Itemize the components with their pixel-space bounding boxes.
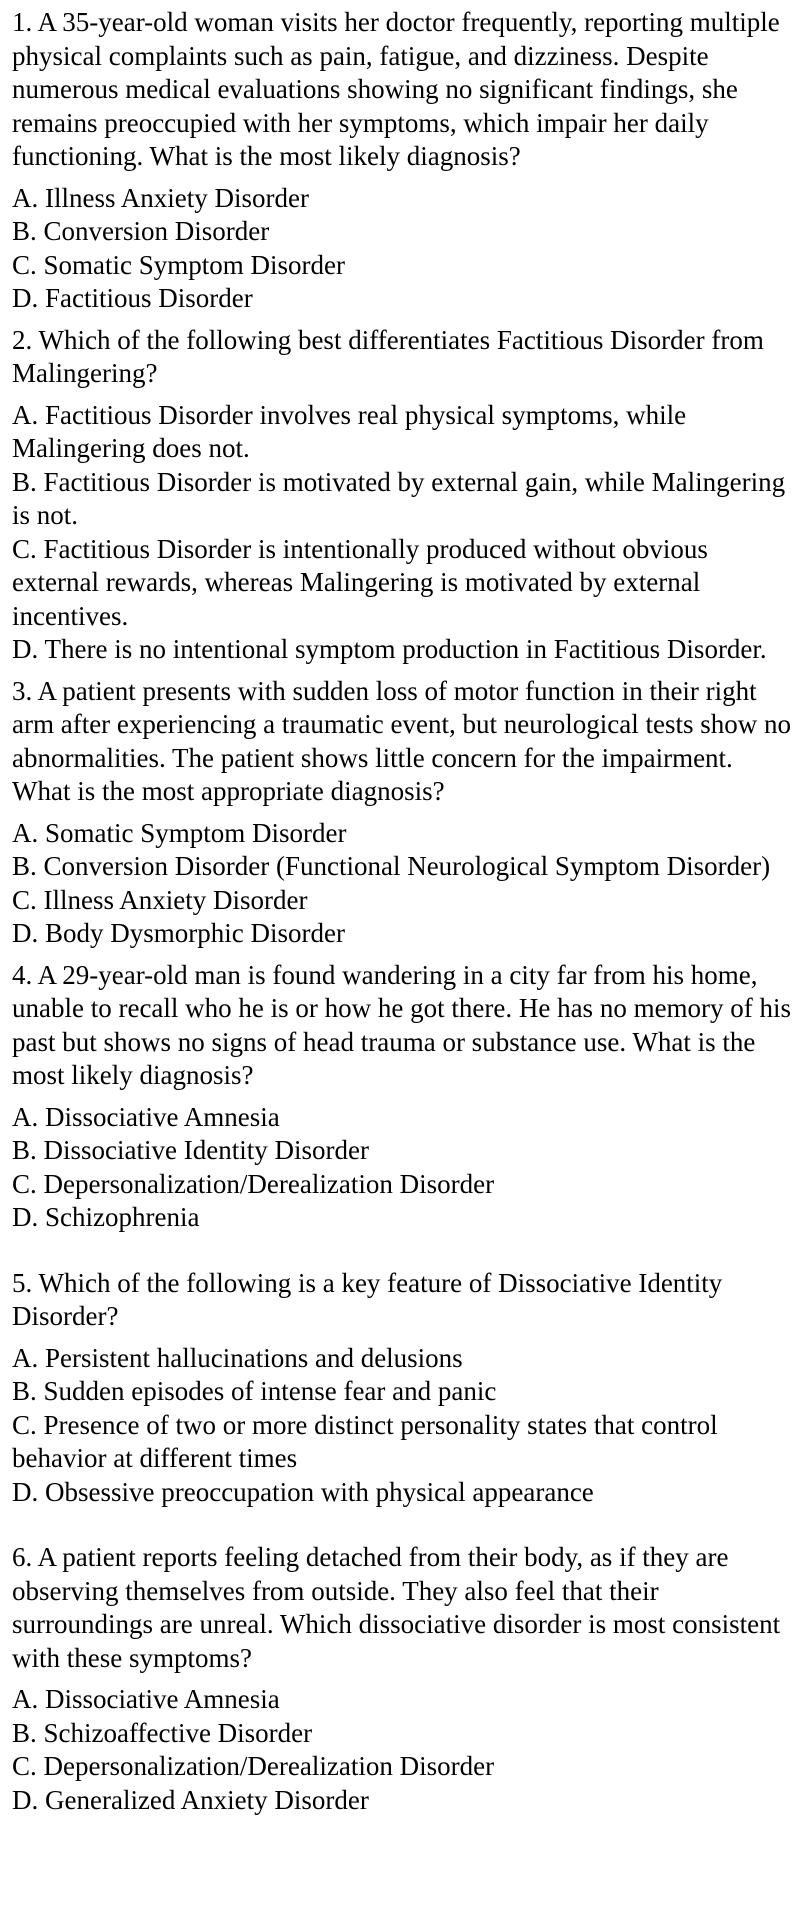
- option-d: D. Generalized Anxiety Disorder: [12, 1784, 369, 1815]
- option-c: C. Illness Anxiety Disorder: [12, 884, 308, 915]
- option-c: C. Somatic Symptom Disorder: [12, 249, 345, 280]
- option-d: D. Obsessive preoccupation with physical appearance: [12, 1476, 594, 1507]
- option-a: A. Dissociative Amnesia: [12, 1684, 280, 1714]
- option-c: C. Depersonalization/Derealization Disorder: [12, 1168, 495, 1199]
- option-b: B. Schizoaffective Disorder: [12, 1717, 313, 1748]
- option-a: A. Somatic Symptom Disorder: [12, 817, 347, 848]
- option-a: A. Persistent hallucinations and delusions: [12, 1342, 463, 1373]
- quiz-document: [12, 6, 792, 1825]
- question-5: [12, 1267, 792, 1510]
- option-b: B. Dissociative Identity Disorder: [12, 1135, 369, 1165]
- question-stem: 1. A 35-year-old woman visits her doctor frequently, reporting multiple physical complaints such as pain, fatigue, and dizziness. Despite numerous medical evaluations showing no significant findings, she remains preoccupied with her symptoms, which impair her daily functioning. What is the most likely diagnosis?: [12, 7, 780, 171]
- option-a: A. Factitious Disorder involves real physical symptoms, while Malingering does not.: [12, 399, 687, 463]
- question-6: [12, 1541, 792, 1817]
- question-2: [12, 324, 792, 667]
- option-c: C. Factitious Disorder is intentionally produced without obvious external rewards, whereas Malingering is motivated by external incentives.: [12, 533, 708, 631]
- option-b: B. Sudden episodes of intense fear and panic: [12, 1376, 497, 1406]
- option-b: B. Factitious Disorder is motivated by external gain, while Malingering is not.: [12, 466, 786, 530]
- option-b: B. Conversion Disorder (Functional Neurological Symptom Disorder): [12, 851, 771, 881]
- question-1: [12, 6, 792, 316]
- option-d: D. Factitious Disorder: [12, 283, 253, 313]
- question-stem: 3. A patient presents with sudden loss of motor function in their right arm after experiencing a traumatic event, but neurological tests show no abnormalities. The patient shows little concern for the impairment. What is the most appropriate diagnosis?: [12, 675, 791, 806]
- option-c: C. Depersonalization/Derealization Disorder: [12, 1751, 495, 1781]
- question-4: [12, 959, 792, 1235]
- option-a: A. Dissociative Amnesia: [12, 1101, 280, 1132]
- question-stem: 2. Which of the following best differentiates Factitious Disorder from Malingering?: [12, 324, 764, 388]
- question-stem: 6. A patient reports feeling detached from their body, as if they are observing themselves from outside. They also feel that their surroundings are unreal. Which dissociative disorder is most consistent with these symptoms?: [12, 1542, 781, 1673]
- option-d: D. There is no intentional symptom production in Factitious Disorder.: [12, 634, 767, 664]
- option-c: C. Presence of two or more distinct personality states that control behavior at different times: [12, 1409, 718, 1473]
- option-b: B. Conversion Disorder: [12, 216, 270, 246]
- question-stem: 5. Which of the following is a key feature of Dissociative Identity Disorder?: [12, 1267, 723, 1331]
- question-stem: 4. A 29-year-old man is found wandering in a city far from his home, unable to recall who he is or how he got there. He has no memory of his past but shows no signs of head trauma or substance use. What is the most likely diagnosis?: [12, 959, 792, 1090]
- option-d: D. Body Dysmorphic Disorder: [12, 918, 345, 948]
- option-a: A. Illness Anxiety Disorder: [12, 182, 309, 213]
- question-3: [12, 675, 792, 951]
- option-d: D. Schizophrenia: [12, 1202, 200, 1232]
